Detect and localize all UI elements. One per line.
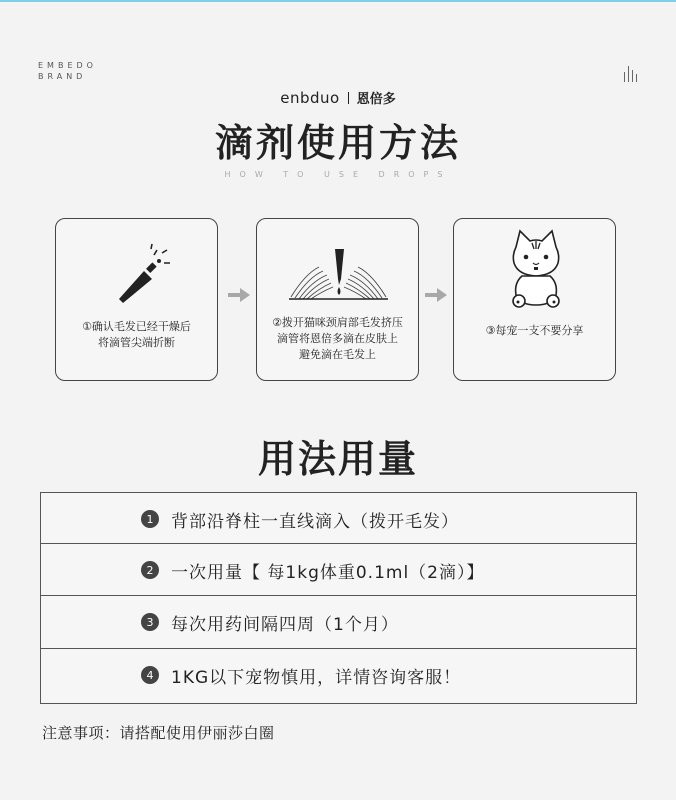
- step-card-1: [55, 218, 218, 381]
- logo-separator: [348, 92, 349, 104]
- brand-logo: [0, 88, 676, 107]
- logo-cn: 恩倍多: [356, 92, 396, 107]
- top-accent-line: [0, 0, 676, 2]
- page-title: 滴剂使用方法: [214, 121, 461, 165]
- dosage-row-text: 1KG以下宠物慎用，详情咨询客服！: [171, 667, 462, 688]
- step-2-line-1: ②拨开猫咪颈肩部毛发挤压: [272, 316, 403, 329]
- dosage-table: [40, 492, 637, 704]
- brand-line-2: BRAND: [38, 72, 87, 81]
- step-card-3: [453, 218, 616, 381]
- arrow-right-icon: [228, 288, 250, 302]
- row-number-badge: 4: [141, 666, 159, 684]
- step-2-line-3: 避免滴在毛发上: [299, 348, 376, 361]
- step-card-2: [256, 218, 419, 381]
- dosage-row-3: [41, 596, 636, 648]
- dosage-row-2: [41, 544, 636, 596]
- step-1-line-1: ①确认毛发已经干燥后: [82, 320, 191, 333]
- cat-icon: [454, 219, 617, 382]
- dosage-row-4: [41, 649, 636, 701]
- dropper-tip-icon: [56, 219, 219, 382]
- dosage-row-text: 背部沿脊柱一直线滴入（拨开毛发）: [171, 511, 459, 532]
- dosage-row-1: [41, 493, 636, 545]
- row-number-badge: 1: [141, 510, 159, 528]
- logo-latin: enbduo: [280, 89, 340, 107]
- dosage-title: 用法用量: [257, 437, 418, 481]
- page-subtitle: HOW TO USE DROPS: [224, 170, 452, 179]
- step-3-line-1: ③每宠一支不要分享: [485, 324, 584, 337]
- row-number-badge: 3: [141, 613, 159, 631]
- row-number-badge: 2: [141, 561, 159, 579]
- dosage-row-text: 一次用量【 每1kg体重0.1ml（2滴）】: [171, 562, 485, 583]
- precaution-note: 注意事项：请搭配使用伊丽莎白圈: [42, 724, 275, 742]
- step-1-line-2: 将滴管尖端折断: [98, 336, 175, 349]
- arrow-right-icon: [425, 288, 447, 302]
- step-2-line-2: 滴管将恩倍多滴在皮肤上: [277, 332, 398, 345]
- brand-wordmark: [38, 60, 97, 82]
- brand-line-1: EMBEDO: [38, 61, 97, 70]
- dosage-row-text: 每次用药间隔四周（1个月）: [171, 614, 399, 635]
- bars-icon: [622, 64, 638, 82]
